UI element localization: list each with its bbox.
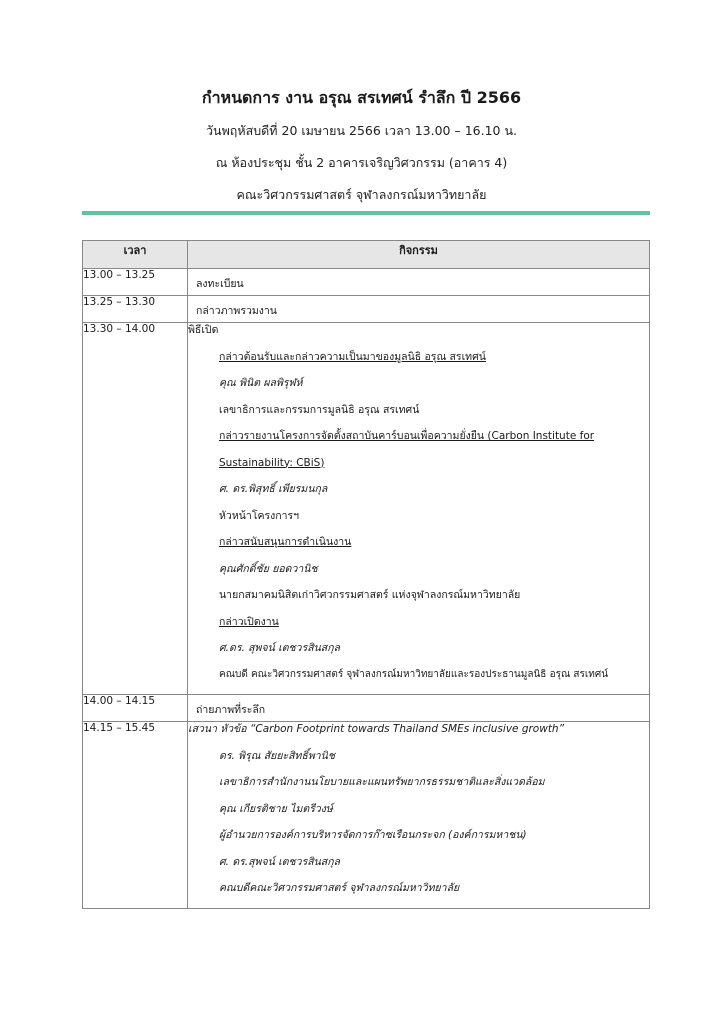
speaker-position: ผู้อำนวยการองค์การบริหารจัดการก๊าซเรือนกระจก (องค์การมหาชน): [219, 829, 527, 841]
table-row: [83, 323, 650, 695]
activity-cell: ลงทะเบียน: [188, 269, 650, 296]
activity-cell: [188, 323, 650, 695]
activity-cell: [188, 722, 650, 909]
speaker-position: นายกสมาคมนิสิตเก่าวิศวกรรมศาสตร์ แห่งจุฬาลงกรณ์มหาวิทยาลัย: [219, 589, 521, 601]
speaker-position: หัวหน้าโครงการฯ: [219, 509, 300, 522]
speaker-name: ศ.ดร. สุพจน์ เตชวรสินสกุล: [219, 642, 340, 654]
agenda-item-title: กล่าวเปิดงาน: [219, 615, 279, 628]
agenda-item-title: กล่าวสนับสนุนการดำเนินงาน: [219, 536, 352, 548]
agenda-item-title-cont: Sustainability: CBiS): [219, 456, 325, 469]
speaker-position: เลขาธิการสำนักงานนโยบายและแผนทรัพยากรธรรมชาติและสิ่งแวดล้อม: [219, 776, 545, 788]
table-row: [83, 722, 650, 909]
speaker-position: คณบดี คณะวิศวกรรมศาสตร์ จุฬาลงกรณ์มหาวิทยาลัยและรองประธานมูลนิธิ อรุณ สรเทศน์: [219, 668, 609, 680]
speaker-position: เลขาธิการและกรรมการมูลนิธิ อรุณ สรเทศน์: [219, 403, 420, 416]
table-row: [83, 269, 650, 296]
table-row: [83, 296, 650, 323]
schedule-table: [82, 240, 650, 909]
activity-cell: กล่าวภาพรวมงาน: [188, 296, 650, 323]
activity-heading: พิธีเปิด: [188, 324, 219, 336]
speaker-name: คุณ พินิต ผลพิรุฬห์: [219, 377, 303, 389]
header-activity: กิจกรรม: [188, 241, 650, 269]
accent-divider: [82, 211, 650, 215]
time-cell: 13.25 – 13.30: [83, 296, 188, 323]
panel-topic: เสวนา หัวข้อ “Carbon Footprint towards Thailand SMEs inclusive growth”: [188, 723, 565, 735]
speaker-name: ศ. ดร.พิสุทธิ์ เพียรมนกุล: [219, 483, 328, 495]
speaker-position: คณบดีคณะวิศวกรรมศาสตร์ จุฬาลงกรณ์มหาวิทยาลัย: [219, 882, 460, 894]
agenda-item-title: กล่าวรายงานโครงการจัดตั้งสถาบันคาร์บอนเพื่อความยั่งยืน (Carbon Institute for: [219, 430, 595, 442]
time-cell: 14.15 – 15.45: [83, 722, 188, 909]
speaker-name: คุณศักดิ์ชัย ยอดวานิช: [219, 562, 318, 575]
event-venue: ณ ห้องประชุม ชั้น 2 อาคารเจริญวิศวกรรม (อาคาร 4): [215, 155, 508, 170]
event-date: วันพฤหัสบดีที่ 20 เมษายน 2566 เวลา 13.00 – 16.10 น.: [206, 123, 517, 138]
time-cell: 13.30 – 14.00: [83, 323, 188, 695]
activity-cell: ถ่ายภาพที่ระลึก: [188, 695, 650, 722]
table-row: [83, 695, 650, 722]
table-header-row: [83, 241, 650, 269]
header-time: เวลา: [83, 241, 188, 269]
agenda-item-title: กล่าวต้อนรับและกล่าวความเป็นมาของมูลนิธิ อรุณ สรเทศน์: [219, 350, 486, 363]
speaker-name: คุณ เกียรติชาย ไมตรีวงษ์: [219, 802, 333, 815]
event-organizer: คณะวิศวกรรมศาสตร์ จุฬาลงกรณ์มหาวิทยาลัย: [236, 187, 487, 202]
time-cell: 14.00 – 14.15: [83, 695, 188, 722]
speaker-name: ศ. ดร.สุพจน์ เตชวรสินสกุล: [219, 855, 340, 868]
speaker-name: ดร. พิรุณ สัยยะสิทธิ์พานิช: [219, 749, 335, 762]
page-title: กำหนดการ งาน อรุณ สรเทศน์ รำลึก ปี 2566: [201, 88, 522, 107]
time-cell: 13.00 – 13.25: [83, 269, 188, 296]
